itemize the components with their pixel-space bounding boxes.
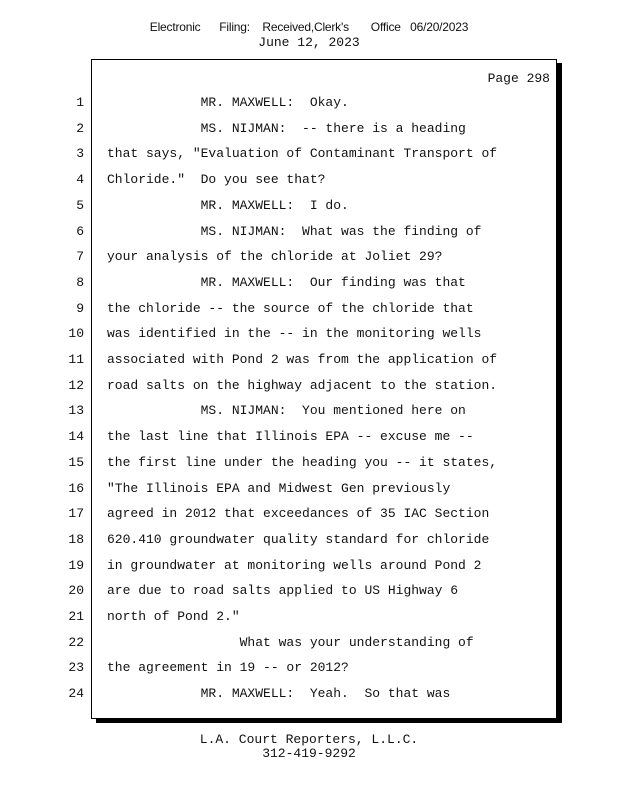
transcript-line: the agreement in 19 -- or 2012?: [107, 660, 349, 676]
line-number: 16: [68, 480, 84, 496]
transcript-line: MR. MAXWELL: I do.: [107, 197, 349, 213]
footer-phone: 312-419-9292: [262, 746, 356, 761]
transcript-line: agreed in 2012 that exceedances of 35 IAC Section: [107, 506, 490, 522]
line-number: 9: [76, 300, 84, 316]
line-number: 1: [76, 95, 84, 110]
transcript-line: north of Pond 2.": [107, 609, 240, 624]
line-number: 5: [76, 197, 84, 213]
transcript-line: was identified in the -- in the monitoring wells: [107, 326, 482, 342]
transcript-line: MR. MAXWELL: Our finding was that: [107, 274, 466, 290]
line-number: 7: [76, 249, 84, 265]
line-number: 13: [68, 403, 84, 419]
transcript-line: the last line that Illinois EPA -- excuse me --: [107, 429, 474, 445]
line-number: 17: [68, 506, 84, 522]
transcript-line: that says, "Evaluation of Contaminant Transport of: [107, 146, 498, 162]
transcript-line: your analysis of the chloride at Joliet 29?: [107, 249, 443, 265]
line-number: 14: [68, 429, 84, 445]
transcript-line: MS. NIJMAN: What was the finding of: [107, 223, 482, 239]
transcript-line: in groundwater at monitoring wells around Pond 2: [107, 557, 482, 573]
transcript-line: 620.410 groundwater quality standard for chloride: [107, 531, 490, 547]
line-number: 19: [68, 557, 84, 573]
transcript-line: road salts on the highway adjacent to the station.: [107, 377, 498, 393]
transcript-line: associated with Pond 2 was from the application of: [107, 352, 498, 367]
line-number: 20: [68, 583, 84, 599]
transcript-line: "The Illinois EPA and Midwest Gen previously: [107, 480, 451, 496]
transcript-line: are due to road salts applied to US Highway 6: [107, 583, 459, 599]
line-number: 18: [68, 531, 84, 547]
line-number: 24: [68, 686, 84, 702]
line-number: 4: [76, 172, 84, 188]
line-number: 22: [68, 634, 84, 650]
transcript-line: MS. NIJMAN: -- there is a heading: [107, 120, 466, 136]
transcript-line: Chloride." Do you see that?: [107, 172, 326, 188]
line-number: 2: [76, 120, 84, 136]
line-number: 8: [76, 274, 84, 290]
transcript-date: June 12, 2023: [258, 35, 360, 50]
transcript-line: MR. MAXWELL: Okay.: [107, 95, 349, 110]
footer-company: L.A. Court Reporters, L.L.C.: [199, 732, 419, 747]
filing-stamp: Electronic Filing: Received,Clerk's Office 06/20/2023: [149, 20, 469, 34]
transcript-line: What was your understanding of: [107, 634, 474, 650]
transcript-line: MS. NIJMAN: You mentioned here on: [107, 403, 466, 419]
line-number: 6: [76, 223, 84, 239]
transcript-line: MR. MAXWELL: Yeah. So that was: [107, 686, 451, 702]
line-number: 15: [68, 454, 84, 470]
line-number: 10: [68, 326, 84, 342]
line-number: 11: [68, 352, 84, 367]
page-number: Page 298: [487, 71, 550, 86]
transcript-line: the chloride -- the source of the chloride that: [107, 300, 474, 316]
line-number: 12: [68, 377, 84, 393]
line-number: 21: [68, 609, 84, 624]
line-number: 23: [68, 660, 84, 676]
line-number: 3: [76, 146, 84, 162]
transcript-line: the first line under the heading you -- it states,: [107, 454, 498, 470]
